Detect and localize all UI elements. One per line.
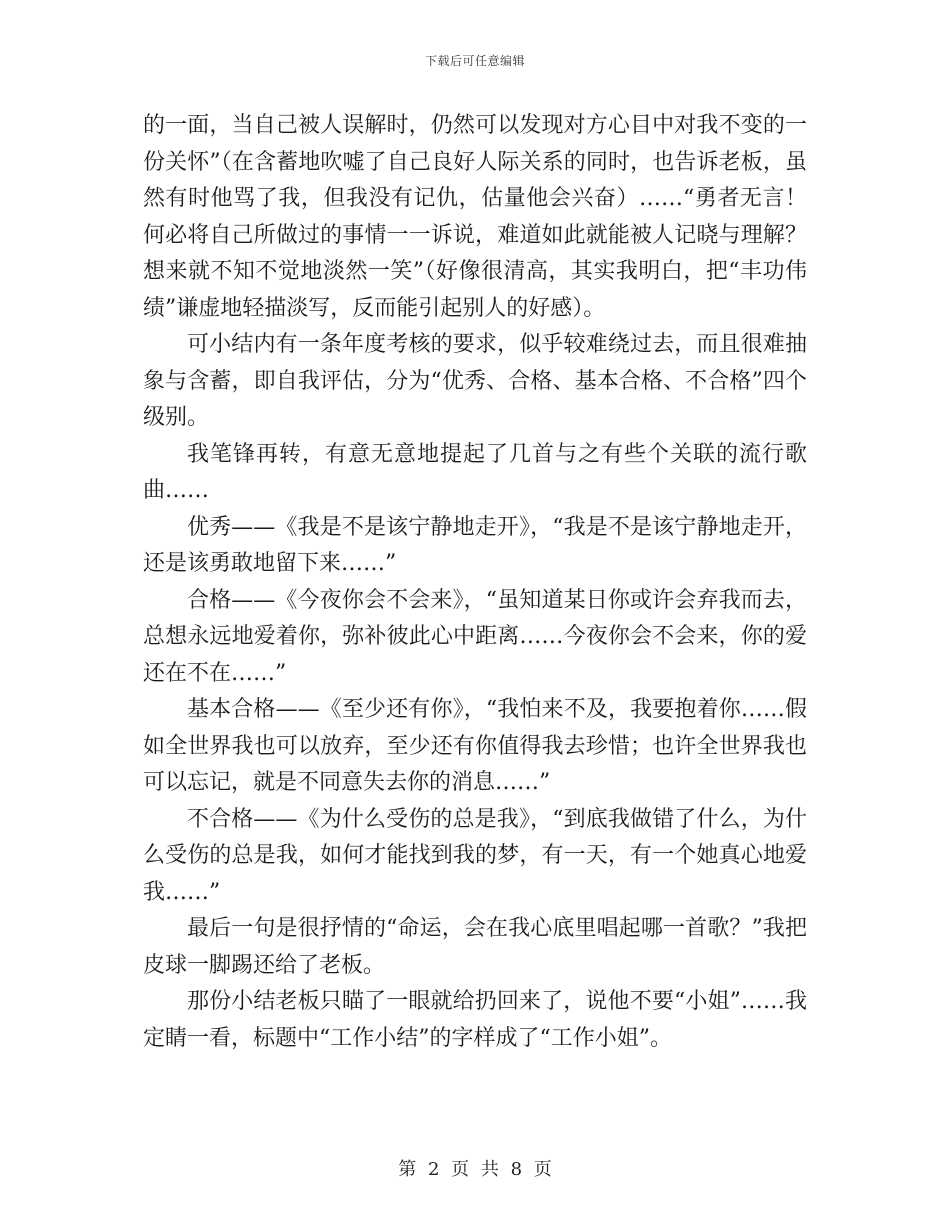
document-body (143, 108, 807, 1057)
paragraph: 最后一句是很抒情的“命运，会在我心底里唱起哪一首歌？”我把皮球一脚踢还给了老板。 (143, 916, 807, 978)
page-number: 第 2 页 共 8 页 (398, 1159, 552, 1180)
paragraph: 合格——《今夜你会不会来》，“虽知道某日你或许会弃我而去，总想永远地爱着你，弥补彼此心中距离……今夜你会不会来，你的爱还在不在……” (143, 587, 807, 686)
paragraph: 的一面，当自己被人误解时，仍然可以发现对方心目中对我不变的一份关怀”（在含蓄地吹嘘了自己良好人际关系的同时，也告诉老板，虽然有时他骂了我，但我没有记仇，估量他会兴奋）……“勇者无言！何必将自己所做过的事情一一诉说，难道如此就能被人记晓与理解？想来就不知不觉地淡然一笑”（好像很清高，其实我明白，把“丰功伟绩”谦虚地轻描淡写，反而能引起别人的好感）。 (143, 113, 807, 321)
paragraph: 可小结内有一条年度考核的要求，似乎较难绕过去，而且很难抽象与含蓄，即自我评估，分为“优秀、合格、基本合格、不合格”四个级别。 (143, 332, 807, 430)
paragraph: 我笔锋再转，有意无意地提起了几首与之有些个关联的流行歌曲…… (143, 441, 807, 503)
page-header: 下载后可任意编辑 (424, 54, 525, 68)
paragraph: 基本合格——《至少还有你》，“我怕来不及，我要抱着你……假如全世界我也可以放弃，至少还有你值得我去珍惜；也许全世界我也可以忘记，就是不同意失去你的消息……” (143, 697, 807, 795)
paragraph: 优秀——《我是不是该宁静地走开》，“我是不是该宁静地走开，还是该勇敢地留下来……” (143, 514, 807, 576)
paragraph: 不合格——《为什么受伤的总是我》，“到底我做错了什么，为什么受伤的总是我，如何才能找到我的梦，有一天，有一个她真心地爱我……” (143, 806, 807, 905)
paragraph: 那份小结老板只瞄了一眼就给扔回来了，说他不要“小姐”……我定睛一看，标题中“工作小结”的字样成了“工作小姐”。 (143, 989, 807, 1051)
